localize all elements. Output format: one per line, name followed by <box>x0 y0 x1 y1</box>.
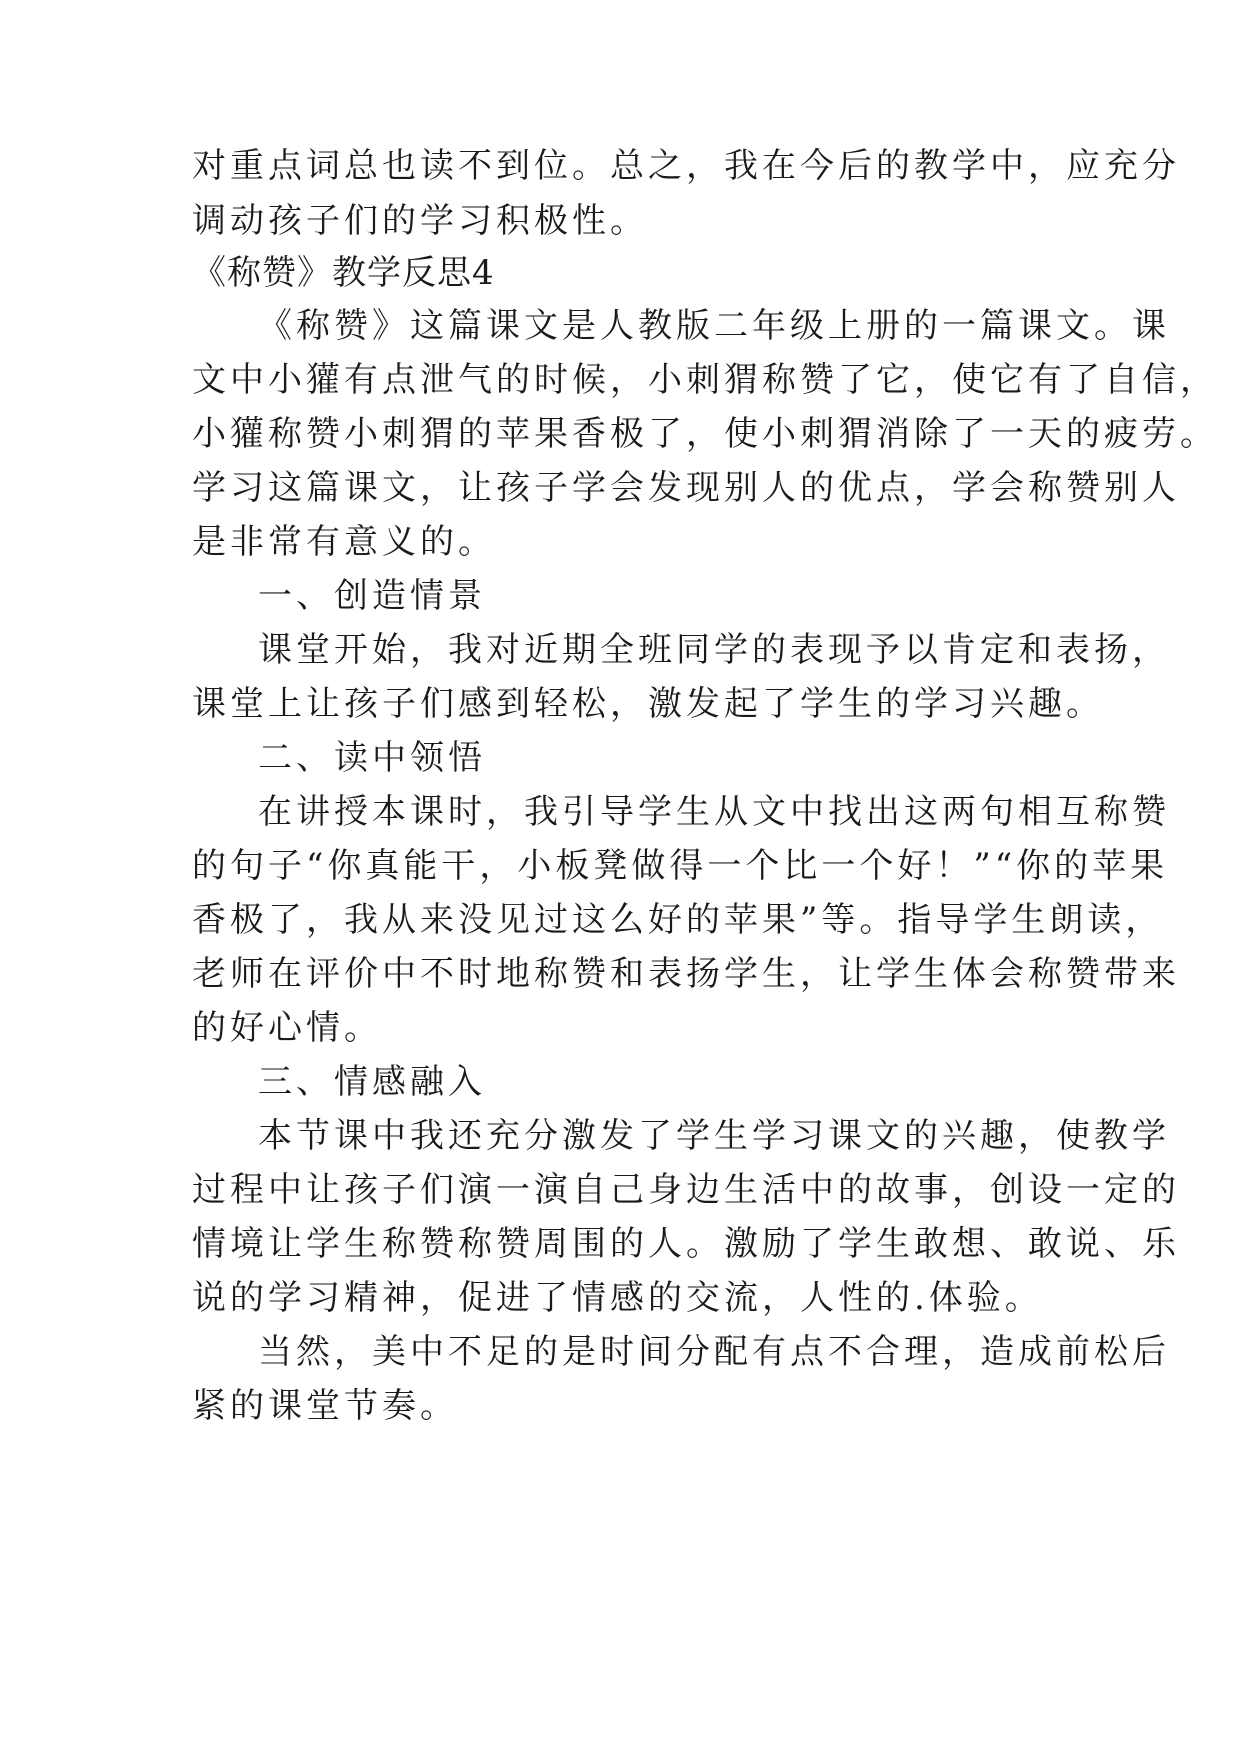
paragraph-line: 过程中让孩子们演一演自己身边生活中的故事，创设一定的 <box>192 1170 1180 1210</box>
paragraph-line: 课堂开始，我对近期全班同学的表现予以肯定和表扬， <box>258 630 1170 670</box>
paragraph-line: 老师在评价中不时地称赞和表扬学生，让学生体会称赞带来 <box>192 954 1180 994</box>
paragraph-line: 小獾称赞小刺猬的苹果香极了，使小刺猬消除了一天的疲劳。 <box>192 414 1218 454</box>
paragraph-line: 学习这篇课文，让孩子学会发现别人的优点，学会称赞别人 <box>192 468 1180 508</box>
subsection-title: 一、创造情景 <box>258 576 486 616</box>
subsection-title: 三、情感融入 <box>258 1062 486 1102</box>
paragraph-line: 的好心情。 <box>192 1008 382 1048</box>
paragraph-line: 文中小獾有点泄气的时候，小刺猬称赞了它，使它有了自信， <box>192 360 1218 400</box>
paragraph-line: 当然，美中不足的是时间分配有点不合理，造成前松后 <box>258 1332 1170 1372</box>
paragraph-line: 对重点词总也读不到位。总之，我在今后的教学中，应充分 <box>192 146 1180 186</box>
paragraph-line: 情境让学生称赞称赞周围的人。激励了学生敢想、敢说、乐 <box>192 1224 1180 1264</box>
paragraph-line: 调动孩子们的学习积极性。 <box>192 201 648 241</box>
subsection-title: 二、读中领悟 <box>258 738 486 778</box>
paragraph-line: 香极了，我从来没见过这么好的苹果”等。指导学生朗读， <box>192 900 1164 940</box>
paragraph-line: 的句子“你真能干，小板凳做得一个比一个好！”“你的苹果 <box>192 846 1169 886</box>
paragraph-line: 课堂上让孩子们感到轻松，激发起了学生的学习兴趣。 <box>192 684 1104 724</box>
paragraph-line: 本节课中我还充分激发了学生学习课文的兴趣，使教学 <box>258 1116 1170 1156</box>
paragraph-line: 《称赞》这篇课文是人教版二年级上册的一篇课文。课 <box>258 306 1170 346</box>
paragraph-line: 在讲授本课时，我引导学生从文中找出这两句相互称赞 <box>258 792 1170 832</box>
paragraph-line: 紧的课堂节奏。 <box>192 1386 458 1426</box>
paragraph-line: 是非常有意义的。 <box>192 522 496 562</box>
section-heading: 《称赞》教学反思4 <box>192 253 495 293</box>
paragraph-line: 说的学习精神，促进了情感的交流，人性的.体验。 <box>192 1278 1043 1318</box>
